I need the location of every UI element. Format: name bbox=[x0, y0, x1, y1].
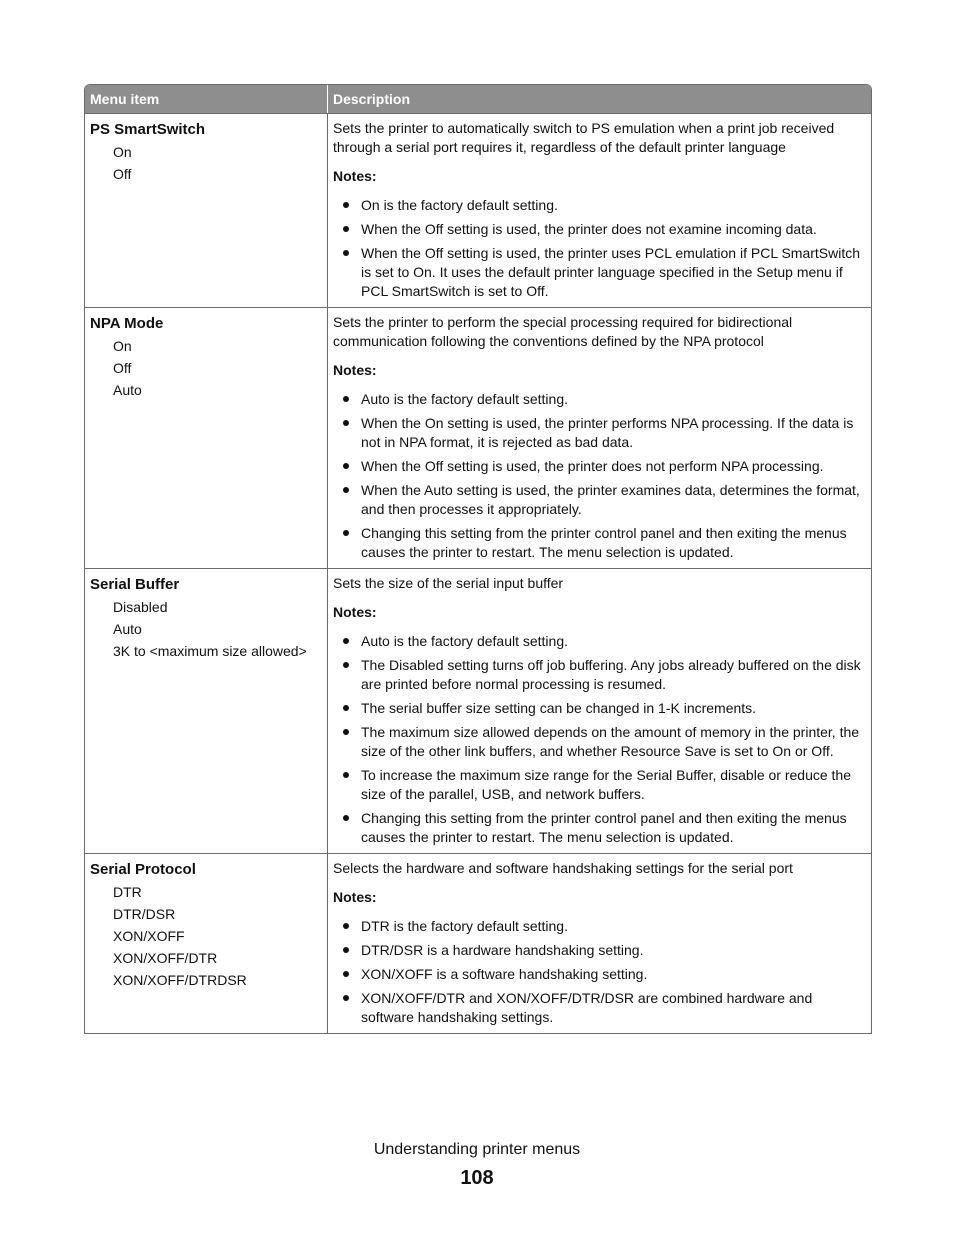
menu-option: DTR/DSR bbox=[113, 906, 176, 922]
note-text: To increase the maximum size range for the Serial Buffer, disable or reduce the size of the parallel, USB, and network buffers. bbox=[361, 767, 851, 802]
menu-table bbox=[84, 84, 872, 1034]
description-cell bbox=[328, 114, 871, 307]
bullet-icon bbox=[343, 729, 349, 735]
note-text: When the Off setting is used, the printer does not perform NPA processing. bbox=[361, 458, 824, 474]
notes-label: Notes: bbox=[333, 604, 377, 620]
note-text: When the On setting is used, the printer performs NPA processing. If the data is not in NPA format, it is rejected as bad data. bbox=[361, 415, 854, 450]
bullet-icon bbox=[343, 662, 349, 668]
description-cell bbox=[328, 569, 871, 853]
bullet-icon bbox=[343, 971, 349, 977]
menu-item-title: Serial Buffer bbox=[90, 576, 180, 593]
bullet-icon bbox=[343, 638, 349, 644]
notes-list bbox=[333, 917, 866, 1027]
note-text: XON/XOFF is a software handshaking setting. bbox=[361, 966, 648, 982]
note-text: On is the factory default setting. bbox=[361, 197, 558, 213]
header-description: Description bbox=[333, 91, 411, 107]
bullet-icon bbox=[343, 420, 349, 426]
menu-option: DTR bbox=[113, 884, 142, 900]
bullet-icon bbox=[343, 202, 349, 208]
note-item bbox=[333, 414, 866, 452]
notes-label: Notes: bbox=[333, 889, 377, 905]
bullet-icon bbox=[343, 530, 349, 536]
header-menu-item: Menu item bbox=[85, 85, 328, 113]
note-text: XON/XOFF/DTR and XON/XOFF/DTR/DSR are combined hardware and software handshaking settings. bbox=[361, 990, 813, 1025]
description-text: Sets the printer to perform the special processing required for bidirectional communication following the conventions defined by the NPA protocol bbox=[333, 314, 793, 349]
note-item bbox=[333, 917, 866, 936]
menu-item-cell bbox=[85, 854, 328, 1033]
menu-item-title: Serial Protocol bbox=[90, 861, 196, 878]
menu-item-title: PS SmartSwitch bbox=[90, 121, 206, 138]
note-text: Changing this setting from the printer control panel and then exiting the menus causes the printer to restart. The menu selection is updated. bbox=[361, 810, 847, 845]
note-item bbox=[333, 481, 866, 519]
description-cell bbox=[328, 854, 871, 1033]
bullet-icon bbox=[343, 463, 349, 469]
note-item bbox=[333, 809, 866, 847]
table-row bbox=[85, 569, 871, 854]
note-item bbox=[333, 220, 866, 239]
note-item bbox=[333, 723, 866, 761]
bullet-icon bbox=[343, 705, 349, 711]
notes-label: Notes: bbox=[333, 362, 377, 378]
note-text: The maximum size allowed depends on the amount of memory in the printer, the size of the other link buffers, and whether Resource Save is set to On or Off. bbox=[361, 724, 860, 759]
menu-option: Disabled bbox=[113, 599, 168, 615]
note-text: DTR is the factory default setting. bbox=[361, 918, 568, 934]
menu-item-cell bbox=[85, 569, 328, 853]
bullet-icon bbox=[343, 947, 349, 953]
note-text: Changing this setting from the printer control panel and then exiting the menus causes the printer to restart. The menu selection is updated. bbox=[361, 525, 847, 560]
bullet-icon bbox=[343, 995, 349, 1001]
menu-item-cell bbox=[85, 308, 328, 568]
note-item bbox=[333, 766, 866, 804]
menu-option: Off bbox=[113, 360, 132, 376]
bullet-icon bbox=[343, 815, 349, 821]
menu-option: Auto bbox=[113, 382, 142, 398]
note-text: The Disabled setting turns off job buffering. Any jobs already buffered on the disk are printed before normal processing is resumed. bbox=[361, 657, 861, 692]
table-row bbox=[85, 114, 871, 308]
description-text: Sets the size of the serial input buffer bbox=[333, 575, 564, 591]
description-text: Selects the hardware and software handshaking settings for the serial port bbox=[333, 860, 793, 876]
note-text: When the Off setting is used, the printer does not examine incoming data. bbox=[361, 221, 817, 237]
note-item bbox=[333, 457, 866, 476]
bullet-icon bbox=[343, 226, 349, 232]
page-number: 108 bbox=[460, 1167, 494, 1189]
table-row bbox=[85, 854, 871, 1033]
menu-option: XON/XOFF bbox=[113, 928, 185, 944]
note-text: When the Auto setting is used, the printer examines data, determines the format, and then processes it appropriately. bbox=[361, 482, 860, 517]
note-item bbox=[333, 656, 866, 694]
description-text: Sets the printer to automatically switch to PS emulation when a print job received through a serial port requires it, regardless of the default printer language bbox=[333, 120, 835, 155]
note-text: Auto is the factory default setting. bbox=[361, 391, 569, 407]
note-item bbox=[333, 699, 866, 718]
note-text: DTR/DSR is a hardware handshaking setting. bbox=[361, 942, 644, 958]
table-row bbox=[85, 308, 871, 569]
bullet-icon bbox=[343, 772, 349, 778]
bullet-icon bbox=[343, 250, 349, 256]
bullet-icon bbox=[343, 396, 349, 402]
note-item bbox=[333, 965, 866, 984]
menu-option: 3K to <maximum size allowed> bbox=[113, 643, 307, 659]
note-text: Auto is the factory default setting. bbox=[361, 633, 569, 649]
menu-option: On bbox=[113, 338, 132, 354]
notes-list bbox=[333, 390, 866, 562]
menu-option: XON/XOFF/DTR bbox=[113, 950, 218, 966]
notes-label: Notes: bbox=[333, 168, 377, 184]
menu-option: On bbox=[113, 144, 132, 160]
menu-option: XON/XOFF/DTRDSR bbox=[113, 972, 247, 988]
note-item bbox=[333, 524, 866, 562]
note-item bbox=[333, 989, 866, 1027]
notes-list bbox=[333, 196, 866, 301]
note-text: When the Off setting is used, the printer uses PCL emulation if PCL SmartSwitch is set to On. It uses the default printer language specified in the Setup menu if PCL SmartSwitch is set to Off. bbox=[361, 245, 861, 299]
bullet-icon bbox=[343, 923, 349, 929]
description-cell bbox=[328, 308, 871, 568]
menu-option: Off bbox=[113, 166, 132, 182]
note-text: The serial buffer size setting can be changed in 1-K increments. bbox=[361, 700, 757, 716]
note-item bbox=[333, 244, 866, 301]
note-item bbox=[333, 196, 866, 215]
note-item bbox=[333, 941, 866, 960]
table-header bbox=[85, 85, 871, 114]
note-item bbox=[333, 390, 866, 409]
menu-item-title: NPA Mode bbox=[90, 315, 164, 332]
footer-section-title: Understanding printer menus bbox=[373, 1141, 581, 1158]
menu-item-cell bbox=[85, 114, 328, 307]
menu-option: Auto bbox=[113, 621, 142, 637]
note-item bbox=[333, 632, 866, 651]
bullet-icon bbox=[343, 487, 349, 493]
notes-list bbox=[333, 632, 866, 847]
table-body bbox=[85, 114, 871, 1033]
